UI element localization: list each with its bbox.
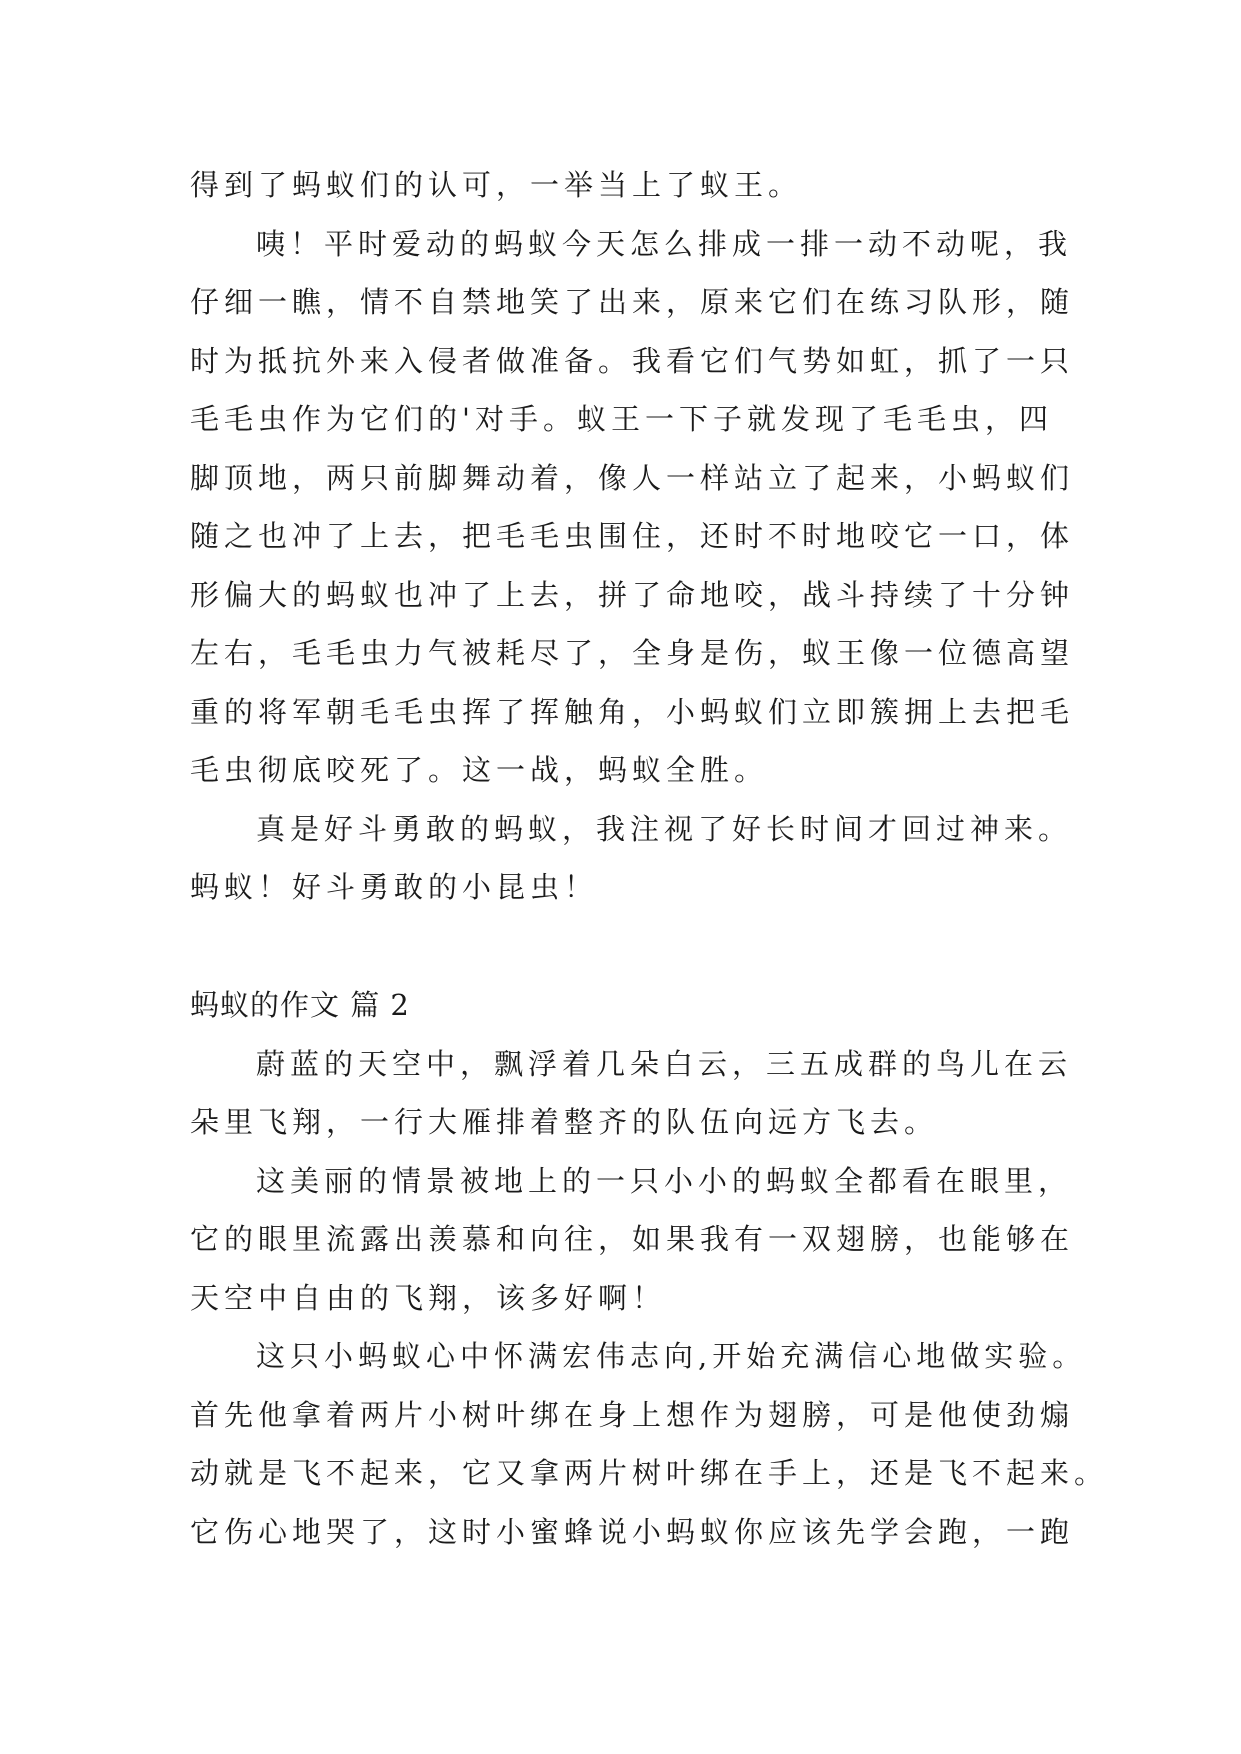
text-line: 随之也冲了上去，把毛毛虫围住，还时不时地咬它一口，体 xyxy=(190,519,1075,553)
text-line: 动就是飞不起来，它又拿两片树叶绑在手上，还是飞不起来。 xyxy=(190,1456,1109,1490)
paragraph-first-line: 咦！平时爱动的蚂蚁今天怎么排成一排一动不动呢，我 xyxy=(256,227,1073,261)
text-line: 时为抵抗外来入侵者做准备。我看它们气势如虹，抓了一只 xyxy=(190,344,1075,378)
paragraph-first-line: 真是好斗勇敢的蚂蚁，我注视了好长时间才回过神来。 xyxy=(256,812,1073,846)
text-line: 毛虫彻底咬死了。这一战，蚂蚁全胜。 xyxy=(190,753,769,787)
text-line: 毛毛虫作为它们的'对手。蚁王一下子就发现了毛毛虫，四 xyxy=(190,402,1053,436)
text-line: 它的眼里流露出羡慕和向往，如果我有一双翅膀，也能够在 xyxy=(190,1222,1075,1256)
text-line: 脚顶地，两只前脚舞动着，像人一样站立了起来，小蚂蚁们 xyxy=(190,461,1075,495)
text-line: 它伤心地哭了，这时小蜜蜂说小蚂蚁你应该先学会跑，一跑 xyxy=(190,1515,1075,1549)
text-line: 天空中自由的飞翔，该多好啊！ xyxy=(190,1281,667,1315)
text-line: 得到了蚂蚁们的认可，一举当上了蚁王。 xyxy=(190,168,803,202)
text-line: 首先他拿着两片小树叶绑在身上想作为翅膀，可是他使劲煽 xyxy=(190,1398,1075,1432)
text-line: 仔细一瞧，情不自禁地笑了出来，原来它们在练习队形，随 xyxy=(190,285,1075,319)
section-heading: 蚂蚁的作文 篇 2 xyxy=(190,988,410,1022)
text-line: 朵里飞翔，一行大雁排着整齐的队伍向远方飞去。 xyxy=(190,1105,939,1139)
text-line: 蚂蚁！好斗勇敢的小昆虫！ xyxy=(190,870,599,904)
paragraph-first-line: 蔚蓝的天空中，飘浮着几朵白云，三五成群的鸟儿在云 xyxy=(256,1047,1073,1081)
text-line: 形偏大的蚂蚁也冲了上去，拼了命地咬，战斗持续了十分钟 xyxy=(190,578,1075,612)
text-line: 左右，毛毛虫力气被耗尽了，全身是伤，蚁王像一位德高望 xyxy=(190,636,1075,670)
paragraph-first-line: 这只小蚂蚁心中怀满宏伟志向,开始充满信心地做实验。 xyxy=(256,1339,1087,1373)
text-line: 重的将军朝毛毛虫挥了挥触角，小蚂蚁们立即簇拥上去把毛 xyxy=(190,695,1075,729)
paragraph-first-line: 这美丽的情景被地上的一只小小的蚂蚁全都看在眼里， xyxy=(256,1164,1073,1198)
